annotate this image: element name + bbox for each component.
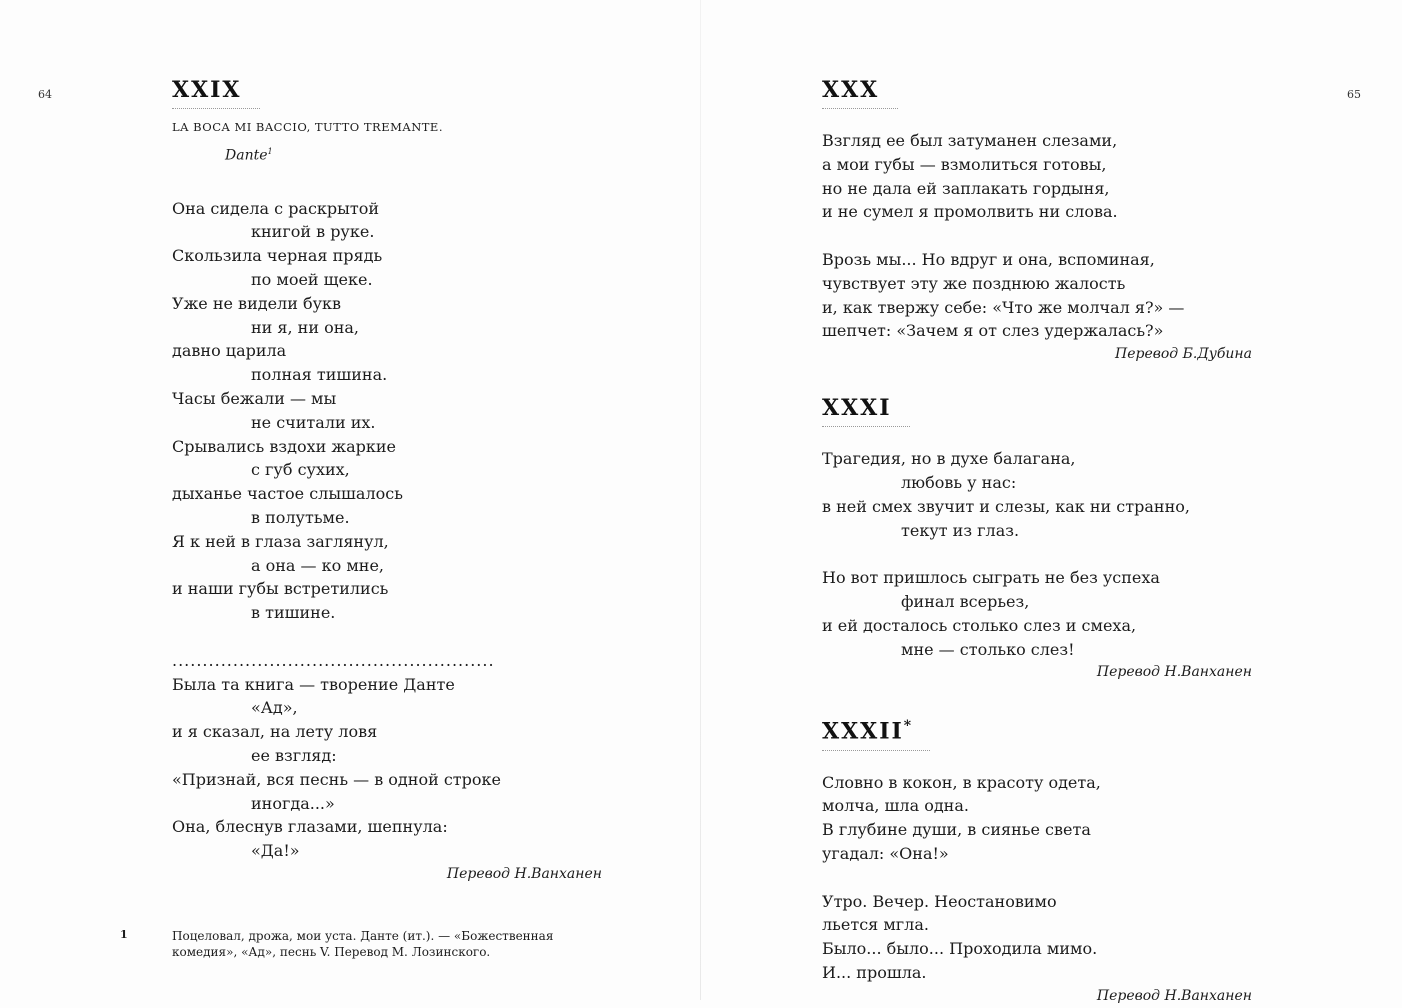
verse-line: Утро. Вечер. Неостановимо [822, 891, 1057, 911]
verse-line: Часы бежали — мы [172, 389, 337, 409]
title-rule [822, 750, 930, 751]
verse-line: но не дала ей заплакать гордыня, [822, 178, 1110, 198]
verse-line: Она, блеснув глазами, шепнула: [172, 817, 448, 837]
title-rule [822, 108, 898, 109]
verse-line: с губ сухих, [251, 460, 350, 480]
verse-line: в тишине. [251, 603, 336, 623]
poem-numeral [822, 710, 930, 747]
stanza-separator [172, 649, 632, 673]
poem-xxix [172, 74, 632, 886]
verse-line: угадал: «Она!» [822, 844, 949, 864]
verse-line: дыханье частое слышалось [172, 484, 403, 504]
poem-numeral [822, 392, 910, 424]
poem-heading [822, 392, 910, 427]
poem-numeral: XXIX [172, 77, 242, 103]
epigraph-author-name: Dante [225, 147, 268, 164]
epigraph: LA BOCA MI BACCIO, TUTTO TREMANTE. [172, 120, 443, 134]
verse-line: Скользила черная прядь [172, 246, 383, 266]
poem-heading [822, 74, 898, 109]
translator-credit: Перевод Н.Ванханен [446, 865, 602, 882]
verse-line: молча, шла одна. [822, 796, 969, 816]
verse-line: и ей досталось столько слез и смеха, [822, 615, 1137, 635]
verse-line: шепчет: «Зачем я от слез удержалась?» [822, 321, 1164, 341]
left-page [0, 0, 700, 1000]
poems-column [822, 74, 1282, 1008]
page-number: 64 [38, 88, 52, 101]
poem-xxx [822, 74, 1282, 366]
verse-line: книгой в руке. [251, 222, 375, 242]
verse-line: Взгляд ее был затуманен слезами, [822, 131, 1118, 150]
footnote-ref: 1 [267, 147, 273, 156]
verse-line: не считали их. [251, 412, 376, 432]
stanza [822, 566, 1282, 661]
verse-line: ее взгляд: [251, 745, 337, 765]
verse-line: текут из глаз. [901, 520, 1020, 540]
title-rule [172, 108, 260, 109]
verse-line: И... прошла. [822, 963, 927, 983]
verse-line: Срывались вздохи жаркие [172, 436, 396, 456]
verse-line: Трагедия, но в духе балагана, [822, 449, 1076, 469]
verse-line: любовь у нас: [901, 472, 1017, 492]
verse-line: и не сумел я промолвить ни слова. [822, 202, 1118, 222]
poem-asterisk: * [903, 718, 914, 735]
verse-line: Было... было... Проходила мимо. [822, 939, 1098, 959]
stanza [172, 197, 632, 625]
stanza [822, 771, 1282, 866]
verse-line: Словно в кокон, в красоту одета, [822, 772, 1101, 792]
poem-numeral-text: XXX [822, 77, 880, 103]
stanza [822, 248, 1282, 343]
verse-line: В глубине души, в сиянье света [822, 820, 1091, 840]
translator-credit: Перевод Н.Ванханен [1096, 664, 1252, 681]
translator-credit: Перевод Б.Дубина [1114, 346, 1252, 363]
poem-numeral-text: XXXII [822, 718, 904, 745]
verse-line: чувствует эту же позднюю жалость [822, 273, 1126, 293]
verse-line: Она сидела с раскрытой [172, 198, 380, 218]
translator-credit: Перевод Н.Ванханен [1096, 987, 1252, 1004]
verse-line: «Ад», [251, 698, 298, 718]
verse-line: и, как твержу себе: «Что же молчал я?» — [822, 297, 1185, 317]
verse-line: Была та книга — творение Данте [172, 674, 455, 694]
verse-line: Уже не видели букв [172, 293, 342, 313]
verse-line: Врозь мы... Но вдруг и она, вспоминая, [822, 249, 1155, 269]
stanza [822, 890, 1282, 985]
poem-xxxi [822, 392, 1282, 684]
verse-line: иногда...» [251, 793, 335, 813]
verse-line: «Да!» [251, 841, 300, 861]
poem-heading [822, 710, 930, 750]
verse-line: ..................................................... [172, 650, 495, 670]
epigraph-author [225, 147, 632, 164]
right-page [701, 0, 1402, 1004]
footnote-number: 1 [120, 928, 128, 941]
verse-line: по моей щеке. [251, 270, 373, 290]
verse-line: в полутьме. [251, 508, 350, 528]
verse-line: Но вот пришлось сыграть не без успеха [822, 568, 1160, 588]
verse-line: мне — столько слез! [901, 639, 1075, 659]
page-number: 65 [1347, 88, 1361, 101]
verse-line: а мои губы — взмолиться готовы, [822, 154, 1107, 174]
verse-line: и я сказал, на лету ловя [172, 722, 378, 742]
verse-line: ни я, ни она, [251, 317, 360, 337]
title-rule [822, 426, 910, 427]
verse-line: и наши губы встретились [172, 579, 389, 599]
verse-line: «Признай, вся песнь — в одной строке [172, 769, 501, 789]
verse-line: полная тишина. [251, 365, 388, 385]
verse-line: финал всерьез, [901, 591, 1030, 611]
verse-line: а она — ко мне, [251, 555, 385, 575]
verse-line: давно царила [172, 341, 287, 361]
stanza [172, 673, 632, 863]
stanza [822, 129, 1282, 224]
verse-line: в ней смех звучит и слезы, как ни странно, [822, 496, 1190, 516]
poem-numeral-text: XXXI [822, 395, 892, 422]
verse-line: льется мгла. [822, 915, 929, 935]
poem-xxxii [822, 710, 1282, 1008]
footnote-text: Поцеловал, дрожа, мои уста. Данте (ит.). — «Божественная комедия», «Ад», песнь V. Перевод М. Лозинского. [172, 929, 554, 959]
poem-numeral [822, 74, 898, 106]
verse-line: Я к ней в глаза заглянул, [172, 531, 389, 551]
stanza [822, 447, 1282, 542]
